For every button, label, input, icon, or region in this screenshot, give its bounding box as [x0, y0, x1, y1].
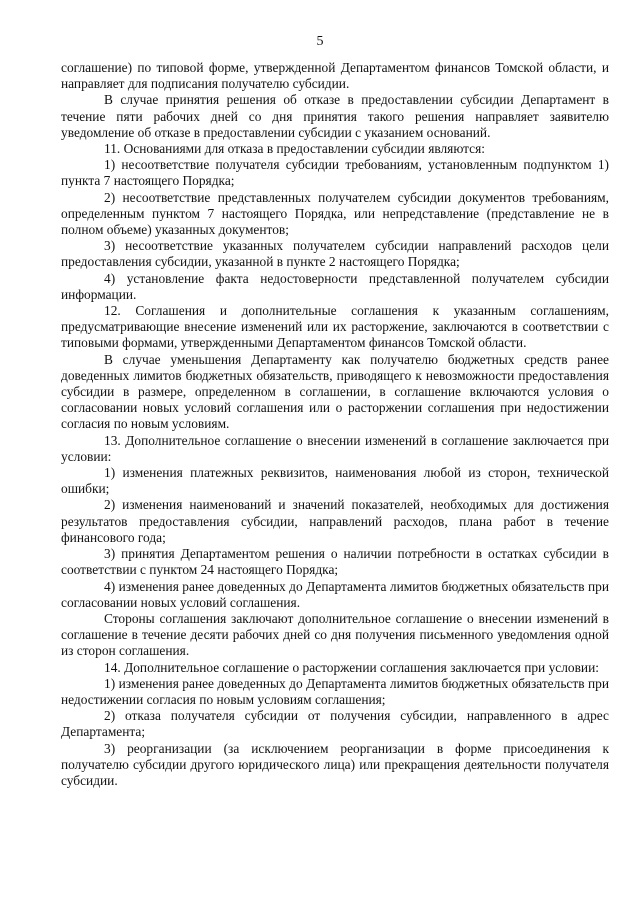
document-body	[61, 60, 609, 789]
paragraph: 2) изменения наименований и значений показателей, необходимых для достижения результатов предоставления субсидии, направлений расходов, плана работ в течение финансового года;	[61, 497, 609, 545]
paragraph: В случае уменьшения Департаменту как получателю бюджетных средств ранее доведенных лимитов бюджетных обязательств, приводящего к невозможности предоставления субсидии в размере, определенном в соглашении, в соглашение включаются условия о согласовании новых условий соглашения или о расторжении соглашения при недостижении согласия по новым условиям.	[61, 351, 609, 432]
paragraph: 4) изменения ранее доведенных до Департамента лимитов бюджетных обязательств при согласовании новых условий соглашения.	[61, 578, 609, 610]
paragraph: 1) несоответствие получателя субсидии требованиям, установленным подпунктом 1) пункта 7 настоящего Порядка;	[61, 157, 609, 189]
paragraph: 2) отказа получателя субсидии от получения субсидии, направленного в адрес Департамента;	[61, 708, 609, 740]
paragraph: 4) установление факта недостоверности представленной получателем субсидии информации.	[61, 270, 609, 302]
page-number: 5	[316, 34, 324, 49]
paragraph: Стороны соглашения заключают дополнительное соглашение о внесении изменений в соглашение в течение десяти рабочих дней со дня получения письменного уведомления одной из сторон соглашения.	[61, 610, 609, 659]
paragraph: 1) изменения платежных реквизитов, наименования любой из сторон, технической ошибки;	[61, 465, 609, 497]
paragraph: 3) несоответствие указанных получателем субсидии направлений расходов цели предоставления субсидии, указанной в пункте 2 настоящего Порядка;	[61, 238, 609, 270]
paragraph: соглашение) по типовой форме, утвержденной Департаментом финансов Томской области, и направляет для подписания получателю субсидии.	[61, 60, 609, 92]
paragraph: 13. Дополнительное соглашение о внесении изменений в соглашение заключается при условии:	[61, 432, 609, 464]
paragraph: 2) несоответствие представленных получателем субсидии документов требованиям, определенным пунктом 7 настоящего Порядка, или непредставление (представление не в полном объеме) указанных документов;	[61, 189, 609, 238]
paragraph: 3) принятия Департаментом решения о наличии потребности в остатках субсидии в соответствии с пунктом 24 настоящего Порядка;	[61, 546, 609, 578]
paragraph: 1) изменения ранее доведенных до Департамента лимитов бюджетных обязательств при недостижении согласия по новым условиям соглашения;	[61, 675, 609, 707]
paragraph: 12. Соглашения и дополнительные соглашения к указанным соглашениям, предусматривающие внесение изменений или их расторжение, заключаются в соответствии с типовыми формами, утвержденными Департаментом финансов Томской области.	[61, 303, 609, 351]
paragraph: 14. Дополнительное соглашение о расторжении соглашения заключается при условии:	[104, 659, 599, 675]
paragraph: 11. Основаниями для отказа в предоставлении субсидии являются:	[104, 141, 486, 157]
paragraph: В случае принятия решения об отказе в предоставлении субсидии Департамент в течение пяти рабочих дней со дня принятия такого решения направляет заявителю уведомление об отказе в предоставлении субсидии с указанием оснований.	[61, 92, 609, 140]
paragraph: 3) реорганизации (за исключением реорганизации в форме присоединения к получателю субсидии другого юридического лица) или прекращения деятельности получателя субсидии.	[61, 740, 609, 788]
